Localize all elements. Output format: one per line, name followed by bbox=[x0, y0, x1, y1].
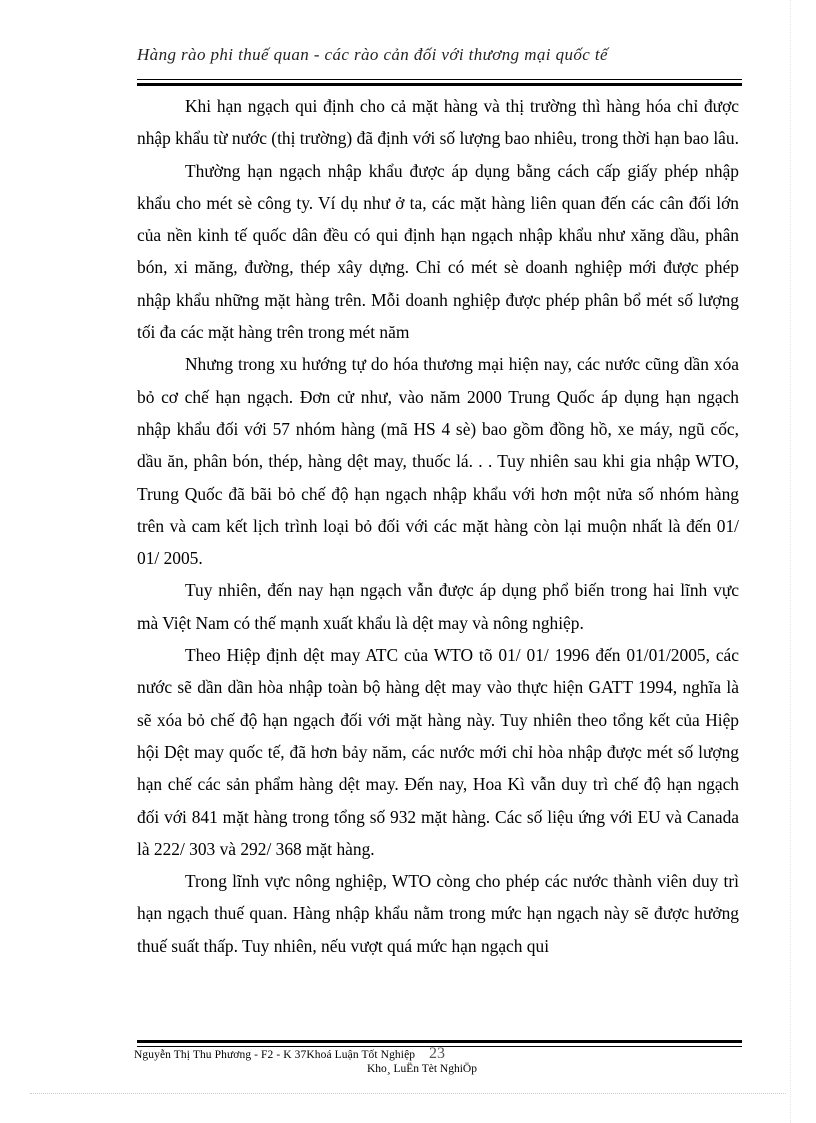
page-number: 23 bbox=[429, 1045, 445, 1062]
page-edge-right bbox=[790, 0, 791, 1123]
footer-rule-thick bbox=[137, 1040, 742, 1043]
document-body bbox=[137, 90, 739, 962]
footer-author: Nguyễn Thị Thu Phương - F2 - K 37Khoá Luận Tốt Nghiệp bbox=[134, 1049, 416, 1061]
page-edge-bottom bbox=[30, 1093, 786, 1094]
footer-subtitle: Kho¸ LuËn Tèt NghiÖp bbox=[367, 1063, 477, 1075]
paragraph: Khi hạn ngạch qui định cho cả mặt hàng và thị trường thì hàng hóa chỉ được nhập khẩu từ nước (thị trường) đã định với số lượng bao nhiêu, trong thời hạn bao lâu. bbox=[137, 96, 739, 149]
paragraph: Thường hạn ngạch nhập khẩu được áp dụng bằng cách cấp giấy phép nhập khẩu cho mét sè công ty. Ví dụ như ở ta, các mặt hàng liên quan đến các cân đối lớn của nền kinh tế quốc dân đều có qui định hạn ngạch nhập khẩu như xăng dầu, phân bón, xi măng, đường, thép xây dựng. Chỉ có mét sè doanh nghiệp mới được phép nhập khẩu những mặt hàng trên. Mỗi doanh nghiệp được phép phân bổ mét số lượng tối đa các mặt hàng trên trong mét năm bbox=[137, 160, 739, 343]
paragraph: Trong lĩnh vực nông nghiệp, WTO còng cho phép các nước thành viên duy trì hạn ngạch thuế quan. Hàng nhập khẩu nằm trong mức hạn ngạch này sẽ được hưởng thuế suất thấp. Tuy nhiên, nếu vượt quá mức hạn ngạch qui bbox=[137, 871, 739, 956]
paragraph: Nhưng trong xu hướng tự do hóa thương mại hiện nay, các nước cũng dần xóa bỏ cơ chế hạn ngạch. Đơn cử như, vào năm 2000 Trung Quốc áp dụng hạn ngạch nhập khẩu đối với 57 nhóm hàng (mã HS 4 sè) bao gồm đồng hồ, xe máy, ngũ cốc, dầu ăn, phân bón, thép, hàng dệt may, thuốc lá. . . Tuy nhiên sau khi gia nhập WTO, Trung Quốc đã bãi bỏ chế độ hạn ngạch nhập khẩu với hơn một nửa số nhóm hàng trên và cam kết lịch trình loại bỏ đối với các mặt hàng còn lại muộn nhất là đến 01/ 01/ 2005. bbox=[137, 354, 739, 569]
header-rule-thick bbox=[137, 83, 742, 86]
paragraph: Tuy nhiên, đến nay hạn ngạch vẫn được áp dụng phổ biến trong hai lĩnh vực mà Việt Nam có thế mạnh xuất khẩu là dệt may và nông nghiệp. bbox=[137, 580, 739, 633]
header-title: Hàng rào phi thuế quan - các rào cản đối với thương mại quốc tế bbox=[137, 45, 608, 64]
header-rule-thin bbox=[137, 79, 742, 80]
paragraph: Theo Hiệp định dệt may ATC của WTO tõ 01/ 01/ 1996 đến 01/01/2005, các nước sẽ dần dần hòa nhập toàn bộ hàng dệt may vào thực hiện GATT 1994, nghĩa là sẽ xóa bỏ chế độ hạn ngạch đối với mặt hàng này. Tuy nhiên theo tổng kết của Hiệp hội Dệt may quốc tế, đã hơn bảy năm, các nước mới chỉ hòa nhập được mét số lượng hạn chế các sản phẩm hàng dệt may. Đến nay, Hoa Kì vẫn duy trì chế độ hạn ngạch đối với 841 mặt hàng trong tổng số 932 mặt hàng. Các số liệu ứng với EU và Canada là 222/ 303 và 292/ 368 mặt hàng. bbox=[137, 645, 739, 859]
